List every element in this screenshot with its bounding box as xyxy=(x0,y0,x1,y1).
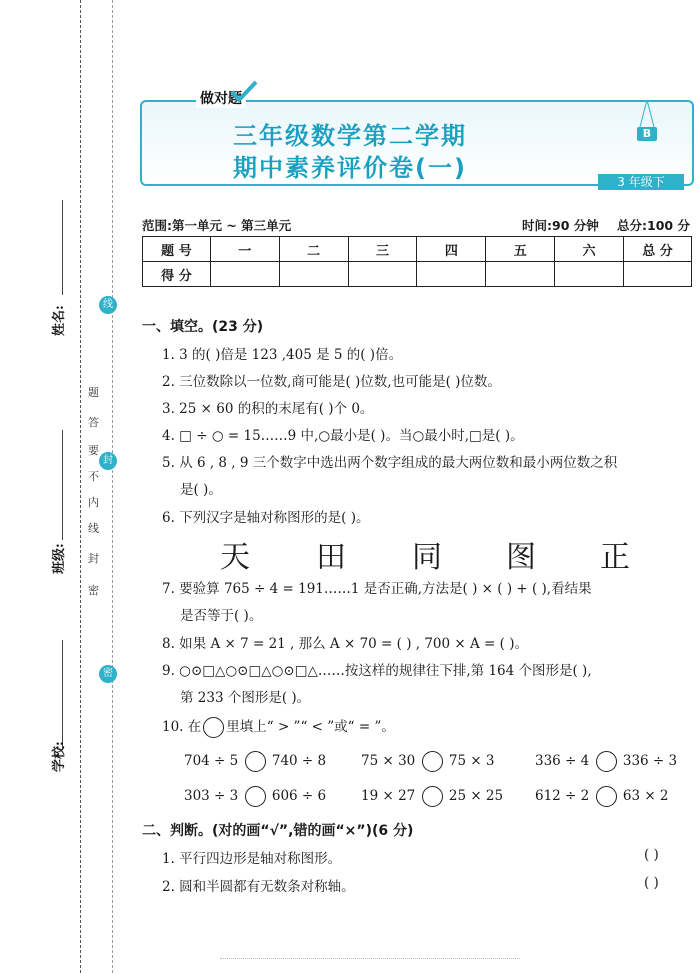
compare-circle[interactable] xyxy=(596,786,617,807)
score-table xyxy=(142,236,692,287)
name-blank-line xyxy=(62,200,63,295)
question-6: 6. 下列汉字是轴对称图形的是( )。 xyxy=(162,510,370,526)
compare-circle[interactable] xyxy=(245,786,266,807)
exam-total: 总分:100 分 xyxy=(617,218,690,233)
score-cell[interactable] xyxy=(210,262,279,287)
judge-answer-box[interactable]: ( ) xyxy=(644,847,659,863)
table-header-cell: 三 xyxy=(348,237,417,262)
compare-left: 303 ÷ 3 xyxy=(184,788,239,804)
question-1: 1. 3 的( )倍是 123 ,405 是 5 的( )倍。 xyxy=(162,347,403,363)
seal-dot-line: 线 xyxy=(99,296,117,314)
score-cell[interactable] xyxy=(279,262,348,287)
question-5-line2: 是( )。 xyxy=(180,482,222,498)
table-header-cell: 六 xyxy=(555,237,624,262)
question-4: 4. □ ÷ ○ = 15……9 中,○最小是( )。当○最小时,□是( )。 xyxy=(162,428,524,444)
hanzi-option: 正 xyxy=(600,540,630,575)
question-7-line2: 是否等于( )。 xyxy=(180,608,263,624)
table-header-cell: 总 分 xyxy=(624,237,692,262)
answer-circle-icon xyxy=(203,717,224,738)
compare-item xyxy=(361,751,495,772)
judge-question-1: 1. 平行四边形是轴对称图形。 xyxy=(162,851,342,867)
section1-title: 一、填空。(23 分) xyxy=(142,319,264,335)
compare-circle[interactable] xyxy=(245,751,266,772)
question-7-line1: 7. 要验算 765 ÷ 4 = 191……1 是否正确,方法是( ) × ( ) + ( ),看结果 xyxy=(162,581,592,597)
grade-tag: 3 年级下 xyxy=(598,174,684,190)
school-blank-line xyxy=(62,640,63,750)
score-row-label: 得 分 xyxy=(143,262,211,287)
name-label: 姓名: xyxy=(52,305,67,336)
question-9-line2: 第 233 个图形是( )。 xyxy=(180,690,311,706)
hanzi-option: 田 xyxy=(316,540,346,575)
brand-logo: 做对题 xyxy=(196,88,246,108)
seal-char: 题 xyxy=(88,386,99,399)
school-label: 学校: xyxy=(52,741,67,772)
compare-left: 19 × 27 xyxy=(361,788,416,804)
compare-item xyxy=(535,786,669,807)
compare-left: 336 ÷ 4 xyxy=(535,753,590,769)
seal-char: 答 xyxy=(88,416,99,429)
hanzi-option: 同 xyxy=(412,540,442,575)
judge-question-2: 2. 圆和半圆都有无数条对称轴。 xyxy=(162,879,355,895)
compare-left: 704 ÷ 5 xyxy=(184,753,239,769)
compare-circle[interactable] xyxy=(596,751,617,772)
question-10-prefix: 10. 在 xyxy=(162,719,202,735)
compare-right: 606 ÷ 6 xyxy=(271,788,327,804)
table-header-cell: 一 xyxy=(210,237,279,262)
score-cell[interactable] xyxy=(348,262,417,287)
seal-char: 封 xyxy=(88,552,99,565)
score-cell[interactable] xyxy=(417,262,486,287)
section2-title: 二、判断。(对的画“√”,错的画“×”)(6 分) xyxy=(142,823,414,839)
seal-char: 要 xyxy=(88,444,99,457)
check-logo-icon xyxy=(230,80,258,102)
score-table-header-row xyxy=(143,237,692,262)
compare-right: 75 × 3 xyxy=(448,753,495,769)
badge-hanger-icon xyxy=(637,100,657,127)
table-header-cell: 二 xyxy=(279,237,348,262)
exam-title-line1: 三年级数学第二学期 xyxy=(233,122,467,150)
question-9-line1: 9. ○⊙□△○⊙□△○⊙□△……按这样的规律往下排,第 164 个图形是( ), xyxy=(162,663,592,679)
score-table-score-row xyxy=(143,262,692,287)
compare-right: 63 × 2 xyxy=(622,788,669,804)
compare-left: 75 × 30 xyxy=(361,753,416,769)
question-3: 3. 25 × 60 的积的末尾有( )个 0。 xyxy=(162,401,374,417)
exam-time: 时间:90 分钟 xyxy=(522,218,599,233)
compare-item xyxy=(184,751,326,772)
class-label: 班级: xyxy=(52,543,67,574)
seal-char: 密 xyxy=(88,584,99,597)
class-blank-line xyxy=(62,430,63,540)
score-cell[interactable] xyxy=(624,262,692,287)
compare-right: 336 ÷ 3 xyxy=(622,753,678,769)
table-header-cell: 题 号 xyxy=(143,237,211,262)
compare-item xyxy=(184,786,326,807)
score-cell[interactable] xyxy=(486,262,555,287)
compare-item xyxy=(535,751,677,772)
seal-char: 不 xyxy=(88,470,99,483)
exam-scope: 范围:第一单元 ~ 第三单元 xyxy=(142,218,292,233)
table-header-cell: 四 xyxy=(417,237,486,262)
seal-dot-secret: 密 xyxy=(99,665,117,683)
question-8: 8. 如果 A × 7 = 21 , 那么 A × 70 = ( ) , 700 × A = ( )。 xyxy=(162,636,528,652)
question-10 xyxy=(162,715,395,738)
table-header-cell: 五 xyxy=(486,237,555,262)
question-2: 2. 三位数除以一位数,商可能是( )位数,也可能是( )位数。 xyxy=(162,374,501,390)
compare-circle[interactable] xyxy=(422,786,443,807)
compare-circle[interactable] xyxy=(422,751,443,772)
hanzi-option: 图 xyxy=(506,540,536,575)
compare-right: 740 ÷ 8 xyxy=(271,753,327,769)
hanzi-option: 天 xyxy=(220,540,250,575)
compare-left: 612 ÷ 2 xyxy=(535,788,590,804)
seal-char: 内 xyxy=(88,496,99,509)
score-cell[interactable] xyxy=(555,262,624,287)
version-badge: B xyxy=(637,127,657,141)
page-bottom-rule xyxy=(220,958,520,965)
compare-item xyxy=(361,786,503,807)
exam-title-line2: 期中素养评价卷(一) xyxy=(233,154,467,182)
judge-answer-box[interactable]: ( ) xyxy=(644,875,659,891)
question-5-line1: 5. 从 6 , 8 , 9 三个数字中选出两个数字组成的最大两位数和最小两位数之积 xyxy=(162,455,618,471)
seal-dot-seal: 封 xyxy=(99,452,117,470)
question-10-suffix: 里填上“ > ”“ < ”或“ = ”。 xyxy=(226,719,395,735)
compare-right: 25 × 25 xyxy=(448,788,504,804)
seal-char: 线 xyxy=(88,522,99,535)
